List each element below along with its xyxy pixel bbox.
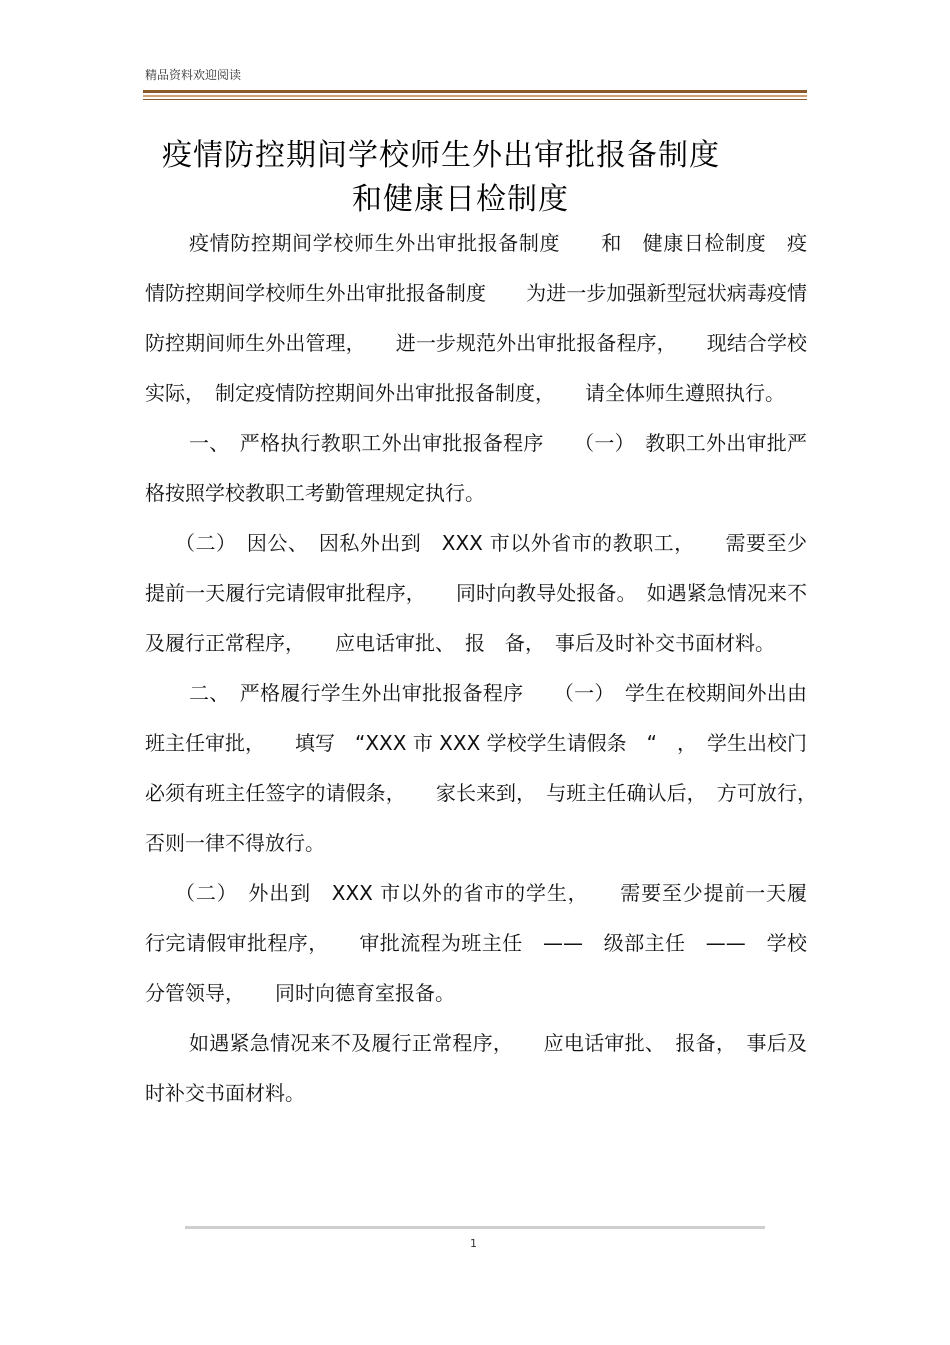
paragraph-intro: 疫情防控期间学校师生外出审批报备制度 和 健康日检制度 疫情防控期间学校师生外出审批报备制度 为进一步加强新型冠状病毒疫情防控期间师生外出管理， 进一步规范外出审批报备程序， 现结合学校实际， 制定疫情防控期间外出审批报备制度， 请全体师生遵照执行。 (145, 231, 807, 405)
header-label: 精品资料欢迎阅读 (145, 68, 242, 82)
paragraph-section-2-2: （二） 外出到 XXX 市以外的省市的学生， 需要至少提前一天履 行完请假审批程序， 审批流程为班主任 —— 级部主任 —— 学校分管领导， 同时向德育室报备。 (145, 881, 827, 1005)
header-rule-light (143, 95, 807, 97)
page-number: 1 (470, 1237, 477, 1250)
document-body (145, 218, 827, 1118)
paragraph-emergency: 如遇紧急情况来不及履行正常程序， 应电话审批、 报备， 事后及时补交书面材料。 (145, 1031, 807, 1105)
document-title-line-2: 和健康日检制度 (352, 182, 569, 217)
paragraph-section-2: 二、 严格履行学生外出审批报备程序 （一） 学生在校期间外出由班主任审批， 填写 “XXX 市 XXX 学校学生请假条 “ ， 学生出校门必须有班主任签字的请假条， 家长来到， 与班主任确认后， 方可放行， 否则一律不得放行。 (145, 681, 827, 855)
header-rule-dark (143, 90, 807, 93)
paragraph-section-1-2: （二） 因公、 因私外出到 XXX 市以外省市的教职工， 需要至少 提前一天履行完请假审批程序， 同时向教导处报备。 如遇紧急情况来不及履行正常程序， 应电话审批、 报 备， 事后及时补交书面材料。 (145, 531, 827, 655)
paragraph-section-1: 一、 严格执行教职工外出审批报备程序 （一） 教职工外出审批严格按照学校教职工考勤管理规定执行。 (145, 431, 807, 505)
footer-rule (185, 1226, 765, 1229)
document-title-line-1: 疫情防控期间学校师生外出审批报备制度 (162, 138, 720, 173)
header-rule-thin (143, 99, 807, 100)
